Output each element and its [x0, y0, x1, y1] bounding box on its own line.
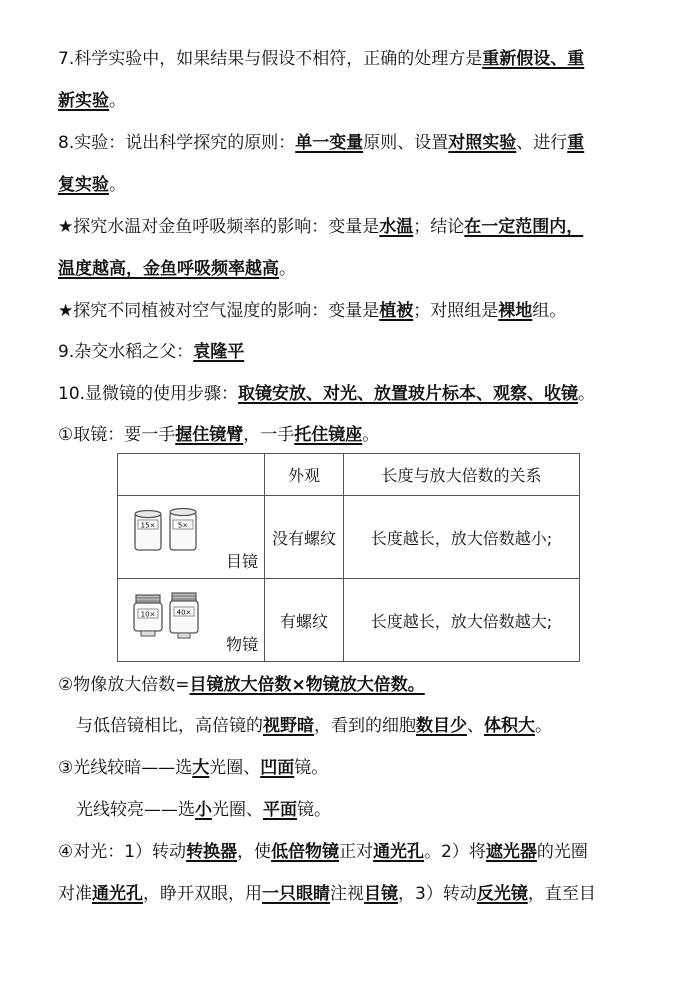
objective-relation: 长度越长，放大倍数越大;	[344, 579, 580, 662]
text-segment: 的光圈	[536, 842, 588, 862]
line-10-2b	[76, 714, 552, 738]
text-segment: ★探究水温对金鱼呼吸频率的影响：变量是	[58, 217, 380, 237]
key-term: 植被	[379, 301, 414, 321]
objective-cell	[118, 579, 265, 662]
line-star1a	[58, 215, 583, 239]
line-7b	[58, 89, 126, 113]
key-term: 通光孔	[92, 884, 143, 904]
table-header-row	[118, 454, 580, 496]
text-segment: 组。	[532, 301, 567, 321]
text-segment: ★探究不同植被对空气湿度的影响：变量是	[58, 301, 380, 321]
text-segment: ①取镜：要一手	[58, 425, 176, 445]
key-term: 凹面	[260, 758, 295, 778]
text-segment: 8.实验：说出科学探究的原则：	[58, 133, 296, 153]
eyepiece-mag-1: 15×	[140, 521, 156, 530]
line-8b	[58, 173, 126, 197]
line-10-3b	[76, 798, 331, 822]
text-segment: 。	[109, 91, 126, 111]
text-segment: ，直至目	[527, 884, 596, 904]
key-term: 目镜	[364, 884, 398, 904]
text-segment: ；对照组是	[413, 301, 499, 321]
key-term: 新实验	[58, 91, 109, 111]
line-10-1	[58, 423, 379, 447]
text-segment: 7.科学实验中，如果结果与假设不相符，正确的处理方是	[58, 49, 483, 69]
text-segment: 镜。	[297, 800, 331, 820]
key-term: 视野暗	[263, 716, 314, 736]
line-10	[58, 382, 595, 406]
key-term: 裸地	[498, 301, 533, 321]
eyepiece-cell	[118, 496, 265, 579]
text-segment: ，使	[237, 842, 272, 862]
text-segment: 。	[279, 259, 296, 279]
text-segment: 光圈、	[209, 758, 261, 778]
key-term: 握住镜臂	[175, 425, 244, 445]
lens-table	[117, 453, 580, 662]
text-segment: 。2）将	[424, 842, 486, 862]
table-corner-cell	[118, 454, 265, 496]
text-segment: ，3）转动	[398, 884, 477, 904]
text-segment: 、	[467, 716, 484, 736]
eyepiece-relation: 长度越长，放大倍数越小;	[344, 496, 580, 579]
text-segment: ③光线较暗——选	[58, 758, 193, 778]
text-segment: ；结论	[413, 217, 465, 237]
text-segment: 。	[362, 425, 380, 445]
key-term: 通光孔	[373, 842, 425, 862]
text-segment: 。	[109, 175, 126, 195]
line-star1b	[58, 257, 296, 281]
objective-mag-2: 40×	[176, 608, 192, 617]
key-term: 体积大	[484, 716, 535, 736]
key-term: 水温	[379, 217, 414, 237]
key-term: 在一定范围内，	[464, 217, 584, 237]
eyepiece-mag-2: 5×	[177, 521, 189, 530]
key-term: 重新假设、重	[482, 49, 585, 69]
eyepiece-label: 目镜	[225, 552, 258, 571]
text-segment: 正对	[339, 842, 374, 862]
table-header-relation: 长度与放大倍数的关系	[344, 454, 580, 496]
text-segment: 、进行	[516, 133, 568, 153]
table-header-appearance: 外观	[265, 454, 344, 496]
text-segment: ，睁开双眼，用	[143, 884, 262, 904]
key-term: 反光镜	[476, 884, 528, 904]
key-term: 数目少	[416, 716, 467, 736]
line-star2	[58, 299, 566, 323]
eyepiece-image	[132, 508, 202, 554]
line-9	[58, 340, 244, 364]
objective-mag-1: 10×	[140, 610, 156, 619]
text-segment: ④对光：1）转动	[58, 842, 187, 862]
key-term: 转换器	[186, 842, 238, 862]
text-segment: ，看到的细胞	[314, 716, 416, 736]
line-8a	[58, 131, 584, 155]
key-term: 重	[567, 133, 585, 153]
eyepiece-appearance: 没有螺纹	[265, 496, 344, 579]
text-segment: 光圈、	[212, 800, 263, 820]
key-term: 低倍物镜	[271, 842, 340, 862]
key-term: 复实验	[58, 175, 109, 195]
line-7a	[58, 47, 584, 71]
text-segment: 。	[578, 384, 596, 404]
line-10-4b	[58, 882, 596, 906]
line-10-2	[58, 673, 425, 697]
key-term: 目镜放大倍数×物镜放大倍数。	[189, 675, 425, 695]
line-10-3a	[58, 756, 328, 780]
line-10-4a	[58, 840, 588, 864]
text-segment: 。	[535, 716, 552, 736]
key-term: 平面	[263, 800, 297, 820]
key-term: 单一变量	[295, 133, 364, 153]
text-segment: 10.显微镜的使用步骤：	[58, 384, 239, 404]
text-segment: ②物像放大倍数=	[58, 675, 190, 695]
text-segment: 注视	[330, 884, 364, 904]
text-segment: ，一手	[243, 425, 295, 445]
key-term: 对照实验	[448, 133, 517, 153]
text-segment: 光线较亮——选	[76, 800, 195, 820]
objective-image	[132, 591, 202, 641]
text-segment: 9.杂交水稻之父：	[58, 342, 194, 362]
key-term: 大	[192, 758, 210, 778]
table-row	[118, 579, 580, 662]
key-term: 一只眼睛	[262, 884, 330, 904]
key-term: 小	[195, 800, 212, 820]
key-term: 取镜安放、对光、放置玻片标本、观察、收镜	[238, 384, 579, 404]
key-term: 托住镜座	[294, 425, 363, 445]
text-segment: 与低倍镜相比，高倍镜的	[76, 716, 263, 736]
text-segment: 镜。	[294, 758, 329, 778]
table-row	[118, 496, 580, 579]
key-term: 遮光器	[485, 842, 537, 862]
text-segment: 原则、设置	[363, 133, 449, 153]
key-term: 袁隆平	[193, 342, 245, 362]
objective-appearance: 有螺纹	[265, 579, 344, 662]
text-segment: 对准	[58, 884, 92, 904]
objective-label: 物镜	[225, 635, 258, 654]
key-term: 温度越高，金鱼呼吸频率越高	[58, 259, 279, 279]
